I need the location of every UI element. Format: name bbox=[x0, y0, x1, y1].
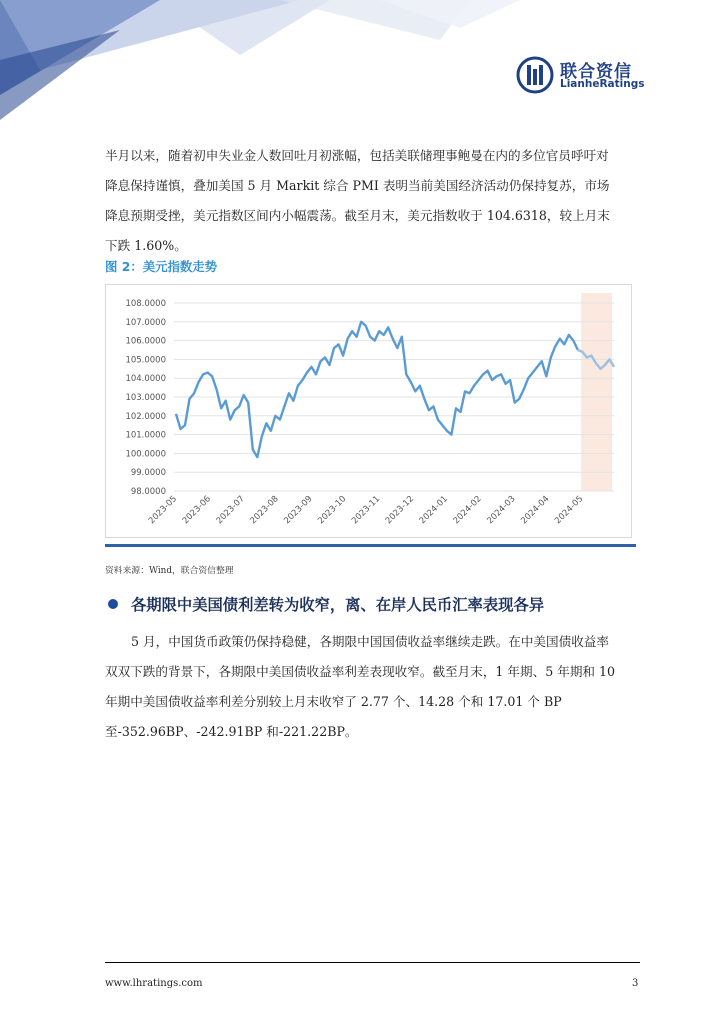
x-tick-label: 2024-03 bbox=[485, 494, 518, 527]
footer-rule bbox=[105, 962, 640, 963]
lh-logo-icon bbox=[516, 56, 554, 94]
y-tick-label: 105.0000 bbox=[125, 355, 166, 366]
section-heading bbox=[108, 593, 544, 615]
x-tick-label: 2024-02 bbox=[451, 494, 484, 527]
x-tick-label: 2023-10 bbox=[316, 494, 349, 527]
x-tick-label: 2024-01 bbox=[417, 494, 450, 527]
usd-index-line bbox=[176, 322, 578, 457]
x-tick-label: 2023-06 bbox=[180, 494, 213, 527]
y-tick-label: 102.0000 bbox=[125, 411, 166, 422]
spread-paragraph: 5 月，中国货币政策仍保持稳健，各期限中国国债收益率继续走跌。在中美国债收益率双双下跌的背景下，各期限中美国债收益率利差表现收窄。截至月末，1 年期、5 年期和 10 年期中美国债收益率利差分别较上月末收窄了 2.77 个、14.28 个和 17.01 个 BP 至-352.96BP、-242.91BP 和-221.22BP。 bbox=[105, 634, 616, 739]
y-tick-label: 101.0000 bbox=[125, 430, 166, 441]
footer-url: www.lhratings.com bbox=[105, 978, 203, 989]
brand-name-cn: 联合资信 bbox=[560, 62, 632, 82]
y-tick-label: 103.0000 bbox=[125, 393, 166, 403]
x-tick-label: 2024-04 bbox=[519, 494, 552, 527]
x-tick-label: 2024-05 bbox=[553, 494, 586, 527]
brand-name-en: LianheRatings bbox=[560, 78, 645, 90]
y-tick-label: 104.0000 bbox=[125, 374, 166, 385]
brand-logo bbox=[516, 56, 646, 96]
x-tick-label: 2023-12 bbox=[383, 494, 417, 527]
x-tick-label: 2023-07 bbox=[214, 494, 247, 527]
chart-frame bbox=[105, 284, 632, 538]
y-tick-label: 98.0000 bbox=[130, 487, 166, 497]
y-tick-label: 100.0000 bbox=[125, 449, 166, 460]
section-heading-text: 各期限中美国债利差转为收窄，离、在岸人民币汇率表现各异 bbox=[131, 596, 545, 614]
usd-index-chart bbox=[106, 285, 631, 537]
x-tick-label: 2023-09 bbox=[282, 494, 315, 527]
y-tick-label: 108.0000 bbox=[125, 299, 166, 309]
figure-title: 图 2：美元指数走势 bbox=[105, 259, 218, 274]
intro-paragraph: 半月以来，随着初申失业金人数回吐月初涨幅，包括美联储理事鲍曼在内的多位官员呼吁对降息保持谨慎，叠加美国 5 月 Markit 综合 PMI 表明当前美国经济活动仍保持复苏，市场降息预期受挫，美元指数区间内小幅震荡。截至月末，美元指数收于 104.6318，较上月末下跌 1.60%。 bbox=[105, 148, 610, 253]
y-tick-label: 106.0000 bbox=[125, 336, 166, 347]
source-note: 资料来源：Wind，联合资信整理 bbox=[105, 566, 234, 576]
y-tick-label: 99.0000 bbox=[130, 468, 166, 479]
y-tick-label: 107.0000 bbox=[125, 317, 166, 328]
x-tick-label: 2023-11 bbox=[350, 494, 383, 527]
bullet-icon bbox=[108, 599, 118, 609]
highlight-band bbox=[581, 293, 612, 491]
x-tick-label: 2023-08 bbox=[248, 494, 281, 527]
page-number: 3 bbox=[632, 978, 639, 989]
figure-bottom-rule bbox=[105, 544, 636, 547]
x-tick-label: 2023-05 bbox=[146, 494, 180, 527]
